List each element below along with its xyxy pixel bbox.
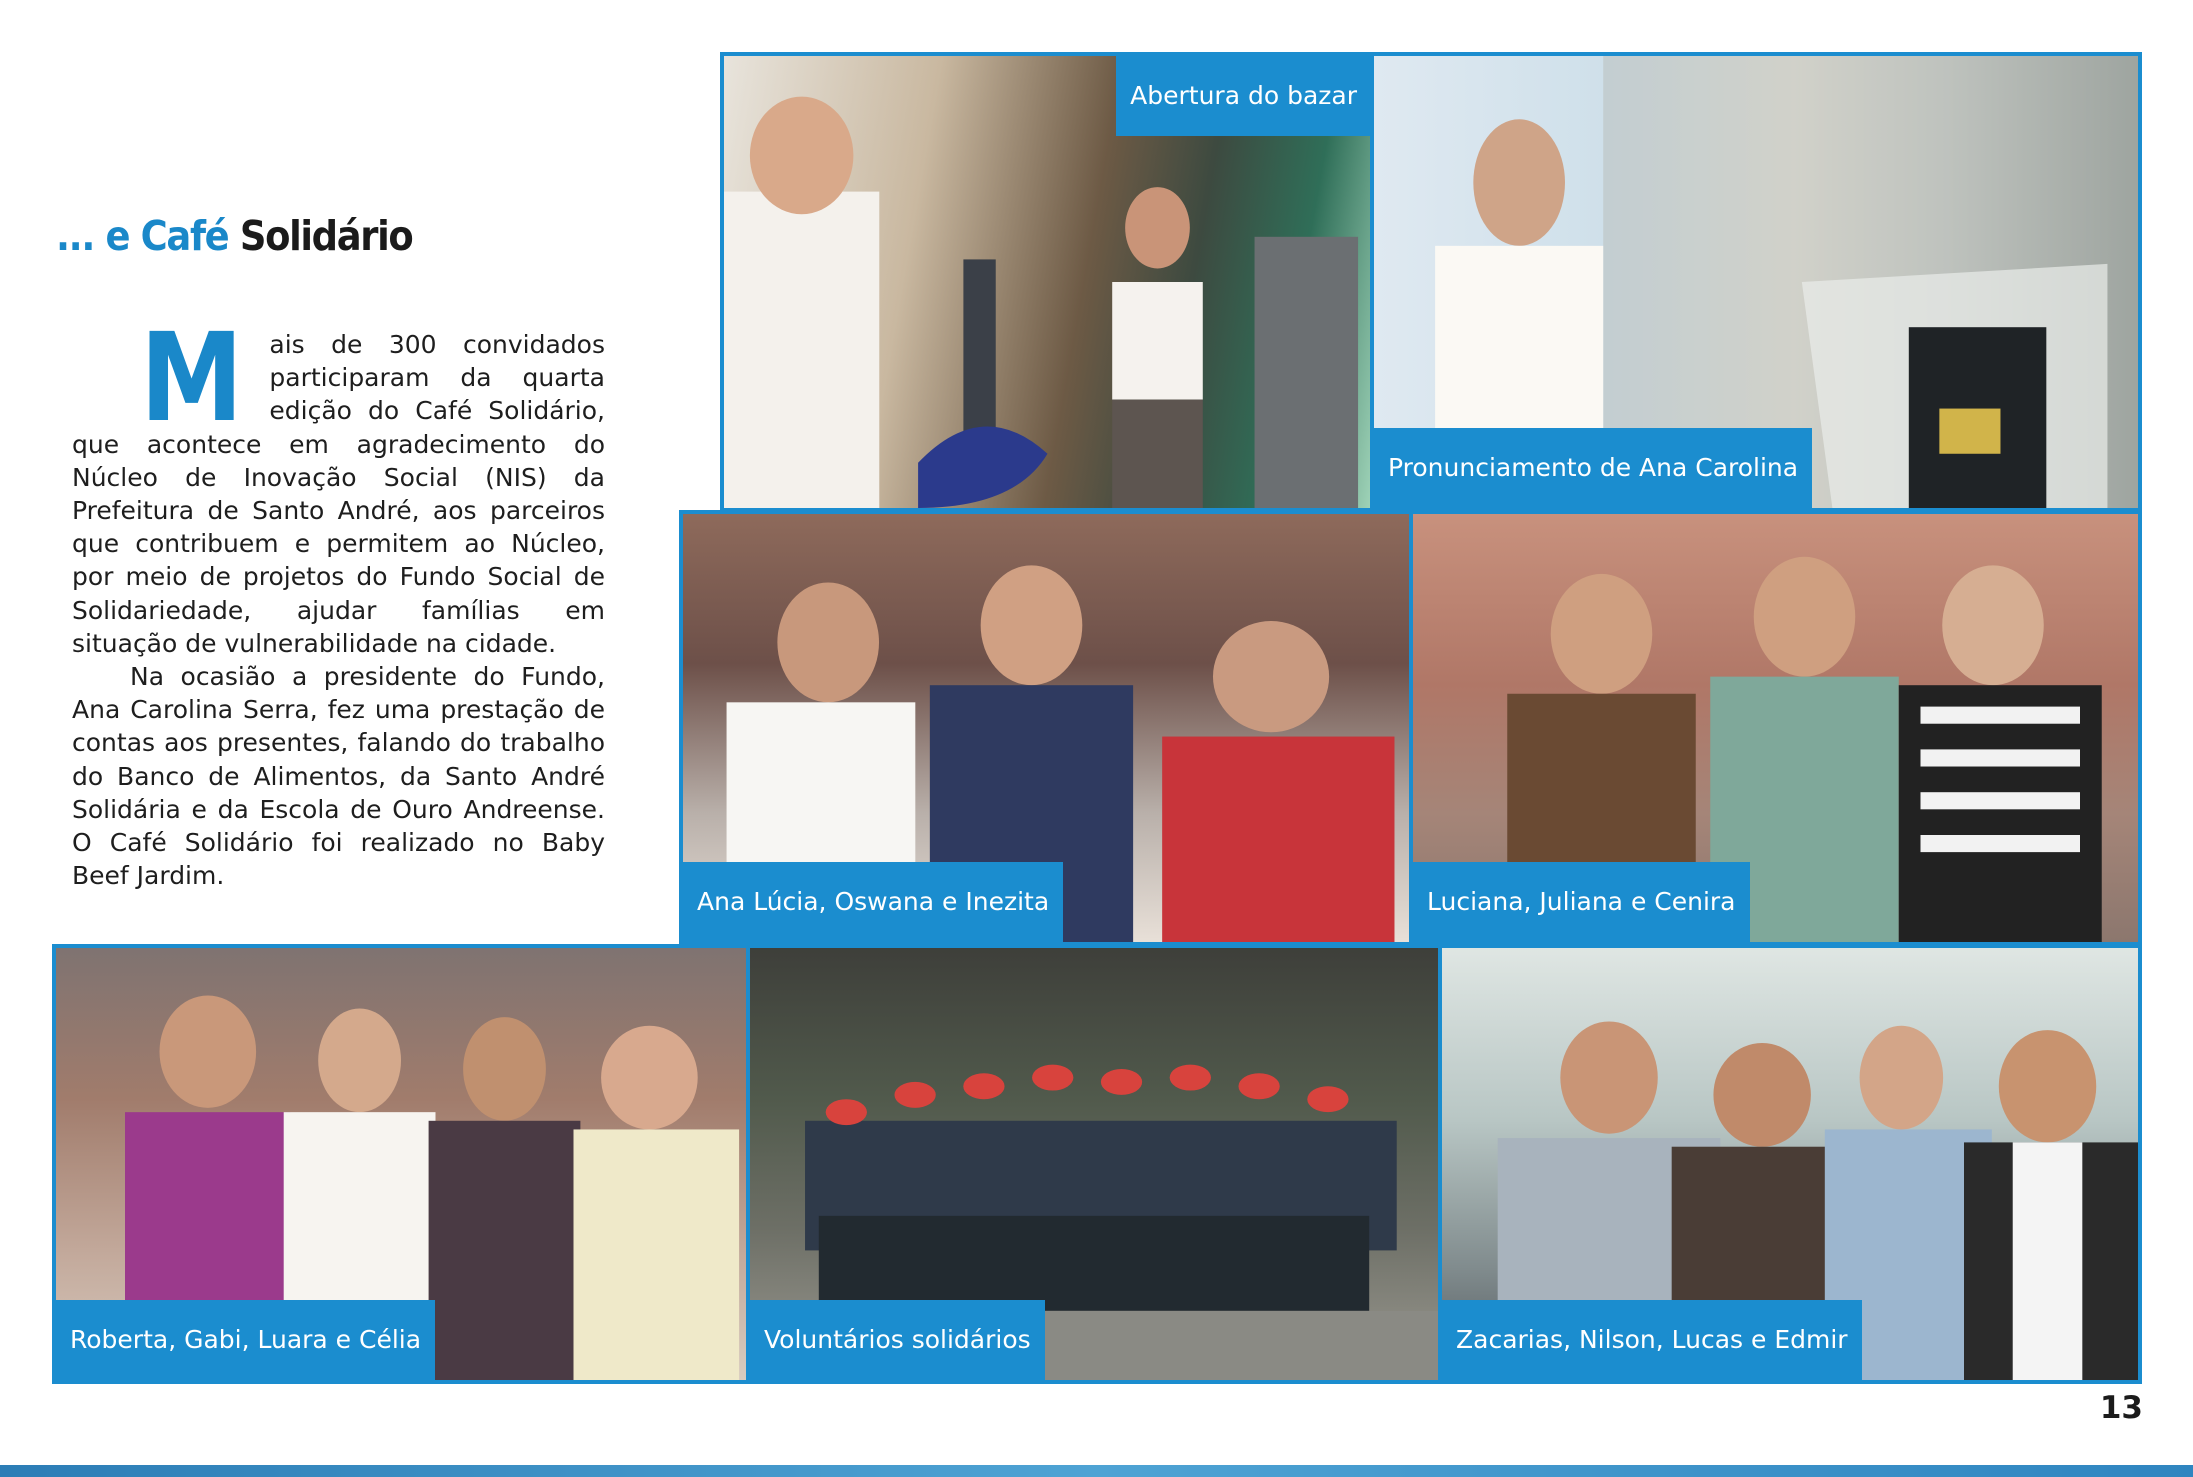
article-paragraph-1	[72, 307, 605, 660]
photo-caption: Pronunciamento de Ana Carolina	[1374, 428, 1812, 508]
article-paragraph-2: Na ocasião a presidente do Fundo, Ana Carolina Serra, fez uma prestação de contas aos presentes, falando do trabalho do Banco de Alimentos, da Santo André Solidária e da Escola de Ouro Andreense. O Café Solidário foi realizado no Baby Beef Jardim.	[72, 662, 605, 891]
photo-caption: Abertura do bazar	[1116, 56, 1371, 136]
photo-guests-group-3	[52, 944, 750, 1384]
paragraph-1-text: ais de 300 convidados participaram da quarta edição do Café Solidário, que acontece em agradecimento do Núcleo de Inovação Social (NIS) da Prefeitura de Santo André, aos parceiros que contribuem e permitem ao Núcleo, por meio de projetos do Fundo Social de Solidariedade, ajudar famílias em situação de vulnerabilidade na cidade.	[72, 330, 605, 658]
photo-guests-group-2	[1409, 510, 2142, 946]
photo-caption: Luciana, Juliana e Cenira	[1413, 862, 1750, 942]
article-body	[72, 307, 605, 892]
photo-caption: Voluntários solidários	[750, 1300, 1045, 1380]
footer-bar	[0, 1465, 2193, 1477]
photo-guests-group-4	[1438, 944, 2142, 1384]
photo-caption: Roberta, Gabi, Luara e Célia	[56, 1300, 435, 1380]
photo-caption: Ana Lúcia, Oswana e Inezita	[683, 862, 1063, 942]
headline-main: Solidário	[228, 212, 413, 260]
photo-opening-bazaar	[720, 52, 1375, 512]
photo-volunteers	[746, 944, 1442, 1384]
page-number: 13	[2099, 1390, 2143, 1426]
photo-speech	[1370, 52, 2142, 512]
headline-accent: Café	[140, 212, 229, 260]
photo-guests-group-1	[679, 510, 1413, 946]
drop-cap: M	[140, 307, 244, 449]
photo-caption: Zacarias, Nilson, Lucas e Edmir	[1442, 1300, 1862, 1380]
article-headline	[56, 212, 412, 260]
headline-prefix: ... e	[56, 212, 141, 260]
